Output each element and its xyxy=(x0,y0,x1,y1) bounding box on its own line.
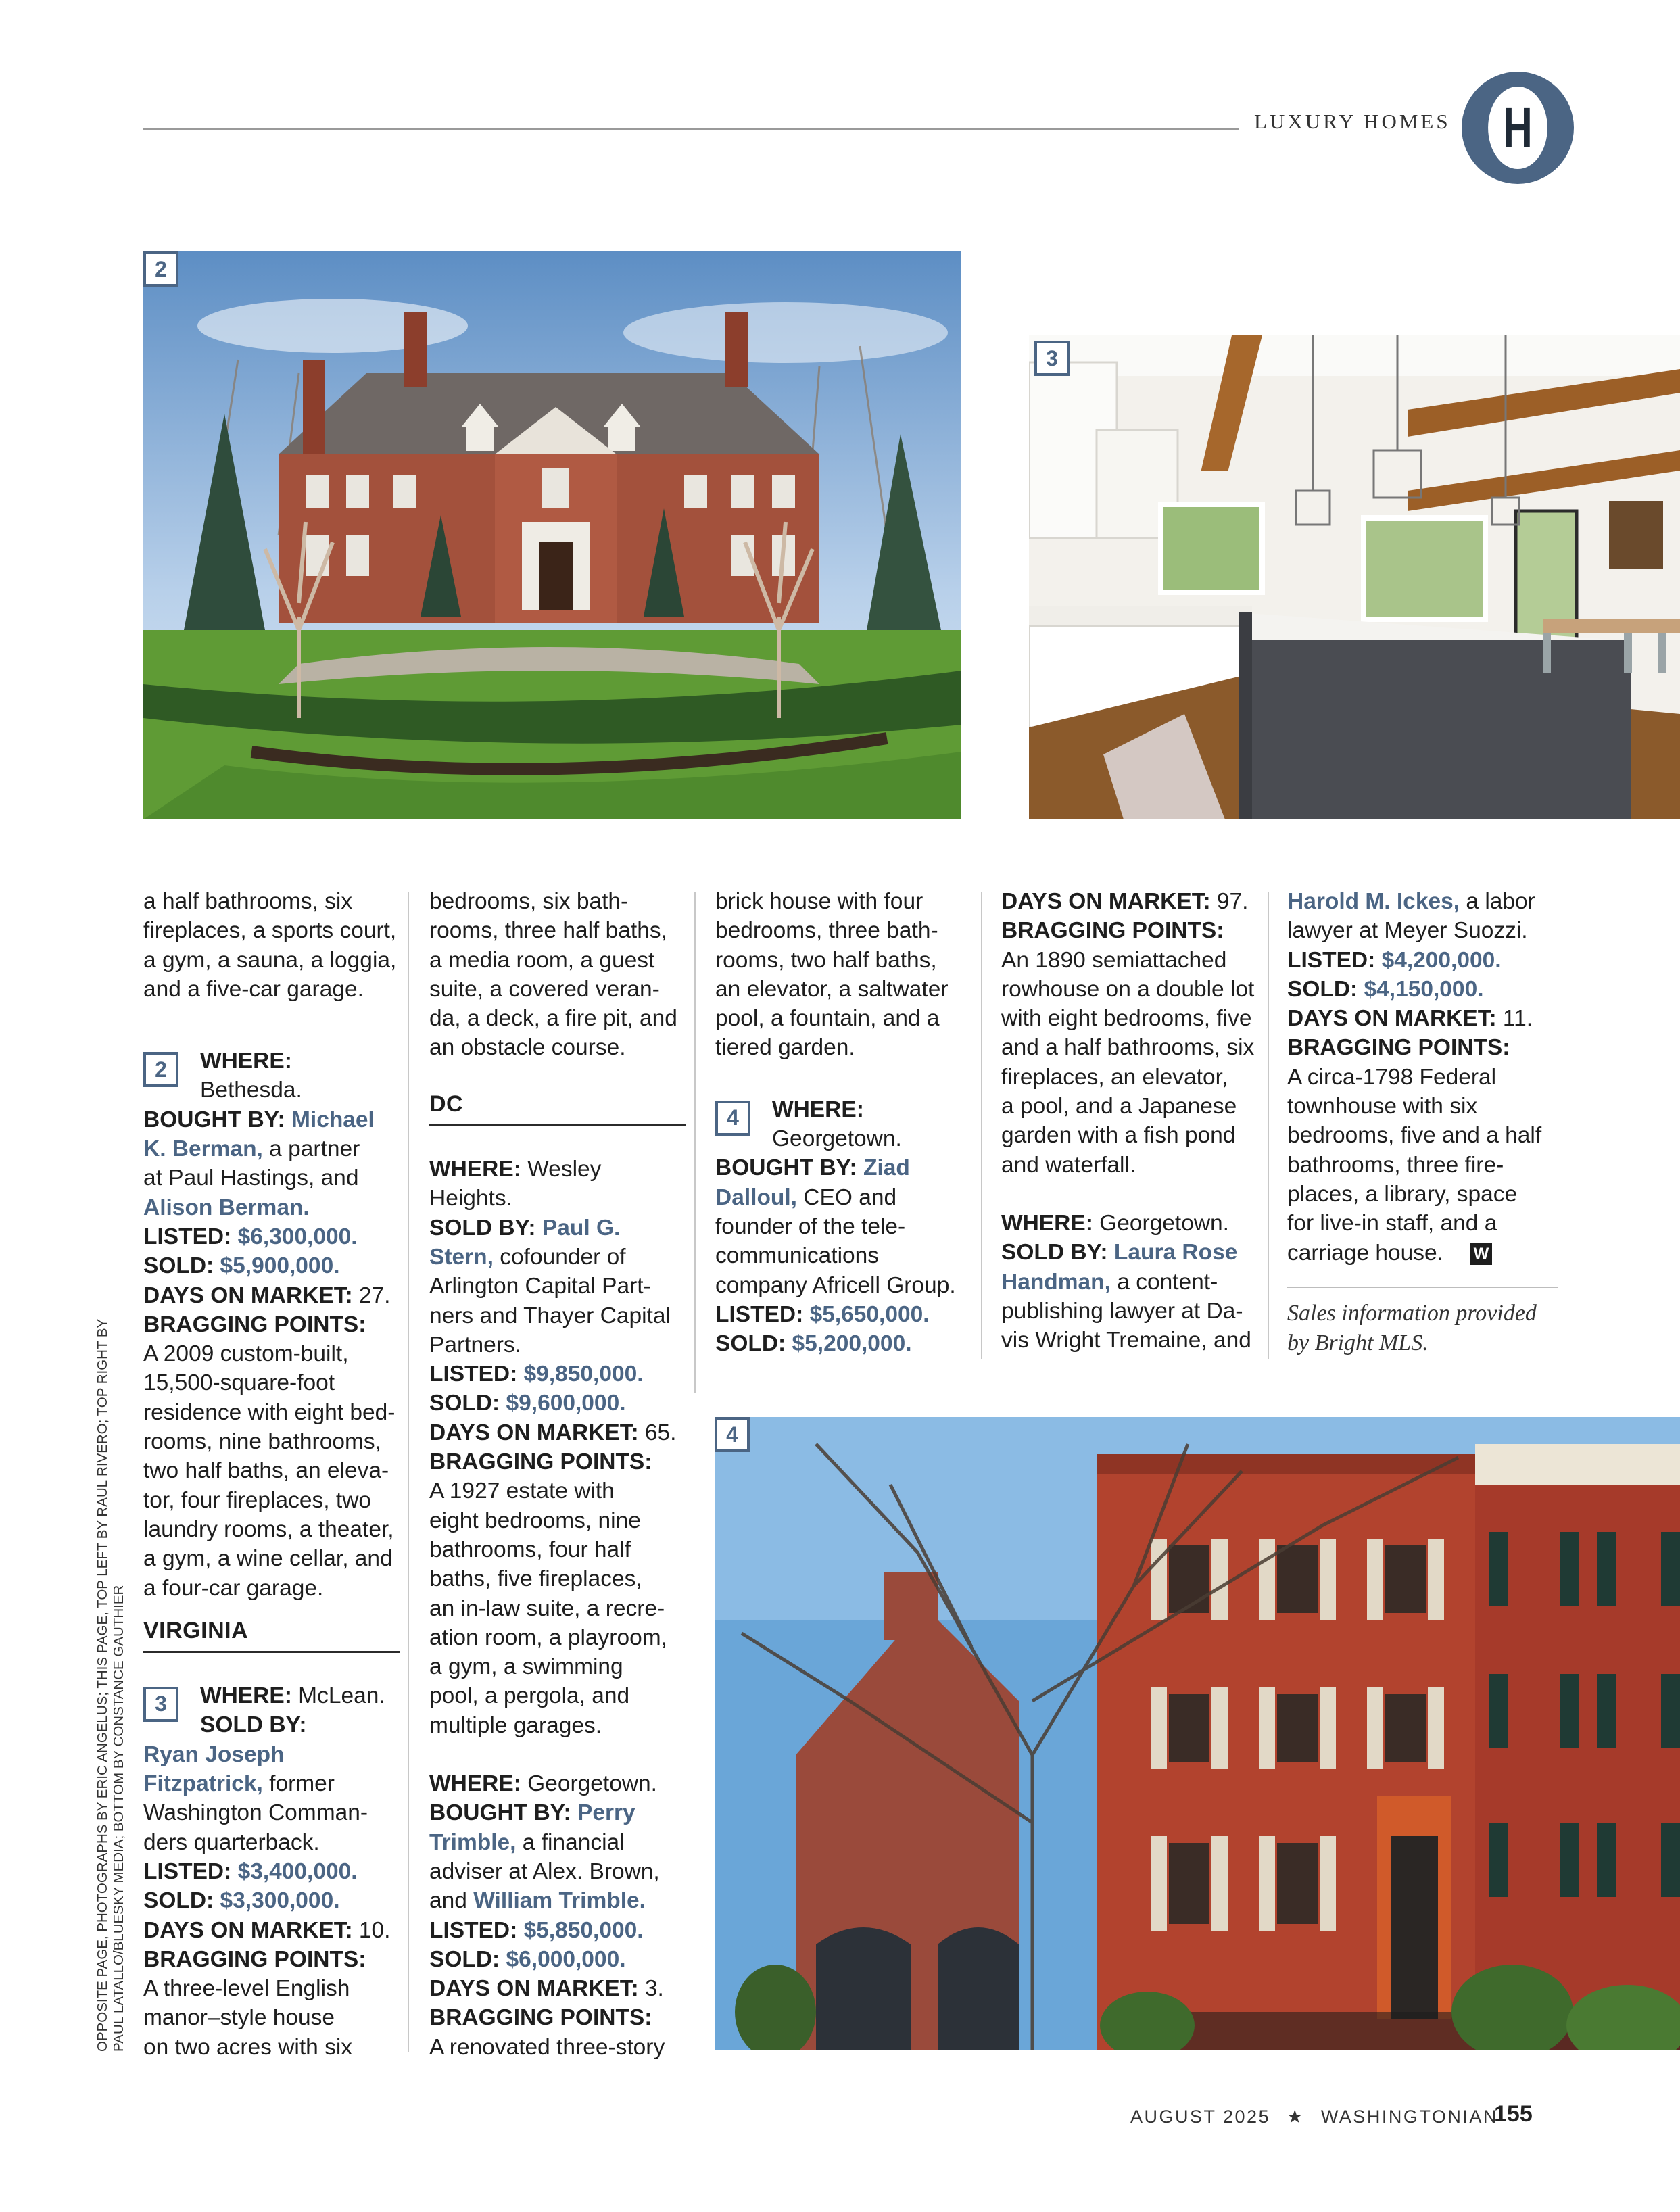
divider xyxy=(1287,1268,1558,1288)
listing-number-badge: 2 xyxy=(143,1052,178,1087)
body-line: a media room, a guest xyxy=(429,947,655,973)
buyer-name: Trimble, xyxy=(429,1829,517,1855)
field-value: Georgetown. xyxy=(1099,1210,1229,1236)
body-line: residence with eight bed- xyxy=(143,1399,395,1425)
body-line: A 1927 estate with xyxy=(429,1478,615,1504)
field-label: SOLD BY: xyxy=(1001,1240,1108,1266)
field-label: SOLD: xyxy=(429,1946,500,1972)
seller-description: a labor xyxy=(1466,889,1535,914)
buyer-description: CEO and xyxy=(803,1184,897,1210)
seller-description: a content- xyxy=(1117,1269,1218,1295)
buyer-description: adviser at Alex. Brown, xyxy=(429,1858,660,1884)
body-line: a gym, a swimming xyxy=(429,1654,623,1680)
days-on-market: 27. xyxy=(358,1282,391,1308)
days-on-market: 97. xyxy=(1216,889,1249,914)
field-label: SOLD: xyxy=(429,1391,500,1416)
field-label: BRAGGING POINTS: xyxy=(143,1312,366,1337)
body-line: and a half bathrooms, six xyxy=(1001,1035,1255,1061)
field-label: DAYS ON MARKET: xyxy=(143,1282,353,1308)
body-line: laundry rooms, a theater, xyxy=(143,1516,394,1542)
body-line: two half baths, an eleva- xyxy=(143,1458,389,1484)
field-value: McLean. xyxy=(298,1683,385,1709)
photo-number-badge: 3 xyxy=(1034,341,1070,376)
field-label: LISTED: xyxy=(143,1858,232,1884)
field-label: LISTED: xyxy=(1287,947,1376,973)
field-label: DAYS ON MARKET: xyxy=(1287,1006,1497,1032)
body-line: on two acres with six xyxy=(143,2034,353,2060)
field-label: SOLD BY: xyxy=(200,1712,307,1738)
seller-description: Partners. xyxy=(429,1332,521,1357)
header-rule xyxy=(143,128,1239,130)
body-line: carriage house. xyxy=(1287,1240,1443,1266)
body-line: rooms, three half baths, xyxy=(429,918,667,944)
field-value: Wesley xyxy=(527,1157,602,1182)
field-label: WHERE: xyxy=(772,1097,864,1122)
photo-number-badge: 2 xyxy=(143,251,178,287)
field-label: SOLD BY: xyxy=(429,1215,536,1241)
section-label: LUXURY HOMES xyxy=(1254,110,1451,133)
field-label: BRAGGING POINTS: xyxy=(143,1946,366,1972)
listing-number-badge: 4 xyxy=(715,1101,750,1136)
field-label: BOUGHT BY: xyxy=(143,1107,285,1132)
buyer-name: Perry xyxy=(577,1800,635,1826)
body-line: manor–style house xyxy=(143,2005,335,2031)
days-on-market: 11. xyxy=(1502,1006,1533,1032)
seller-description: lawyer at Meyer Suozzi. xyxy=(1287,918,1528,944)
text-column-3 xyxy=(715,887,976,1358)
body-line: for live-in staff, and a xyxy=(1287,1211,1497,1236)
field-label: LISTED: xyxy=(429,1362,518,1387)
body-line: an obstacle course. xyxy=(429,1035,626,1061)
column-divider xyxy=(981,892,982,1359)
buyer-description: a financial xyxy=(522,1829,625,1855)
seller-name: Fitzpatrick, xyxy=(143,1771,263,1797)
listed-price: $3,400,000. xyxy=(237,1858,358,1884)
buyer-name: Michael xyxy=(291,1107,375,1132)
region-heading: DC xyxy=(429,1090,686,1126)
body-line: A 2009 custom-built, xyxy=(143,1341,349,1367)
listing-number-badge: 3 xyxy=(143,1687,178,1722)
end-of-article-icon: W xyxy=(1470,1243,1492,1265)
body-line: tiered garden. xyxy=(715,1035,855,1061)
seller-description: vis Wright Tremaine, and xyxy=(1001,1328,1251,1353)
field-label: BRAGGING POINTS: xyxy=(1287,1035,1510,1061)
field-value: Georgetown. xyxy=(772,1126,902,1152)
body-line: An 1890 semiattached xyxy=(1001,947,1227,973)
seller-description: Washington Comman- xyxy=(143,1800,368,1826)
sold-price: $6,000,000. xyxy=(506,1946,626,1972)
buyer-description: founder of the tele- xyxy=(715,1213,906,1239)
body-line: places, a library, space xyxy=(1287,1181,1518,1207)
field-value: Bethesda. xyxy=(200,1078,302,1103)
days-on-market: 10. xyxy=(358,1917,391,1943)
body-line: with eight bedrooms, five xyxy=(1001,1006,1252,1032)
body-line: suite, a covered veran- xyxy=(429,976,660,1002)
body-line: baths, five fireplaces, xyxy=(429,1566,642,1592)
column-divider xyxy=(694,892,696,1393)
conjunction: and xyxy=(429,1888,467,1914)
field-label: BRAGGING POINTS: xyxy=(1001,918,1224,944)
photo-credit-line: OPPOSITE PAGE, PHOTOGRAPHS BY ERIC ANGELUS; THIS PAGE, TOP LEFT BY RAUL RIVERO; TOP RIGHT BY xyxy=(95,1318,110,2052)
seller-description: ners and Thayer Capital xyxy=(429,1303,671,1328)
photo-number-badge: 4 xyxy=(715,1417,750,1452)
body-line: rooms, two half baths, xyxy=(715,947,937,973)
seller-name: Laura Rose xyxy=(1113,1240,1238,1266)
body-line: 15,500-square-foot xyxy=(143,1370,335,1396)
listed-price: $4,200,000. xyxy=(1381,947,1502,973)
field-label: SOLD: xyxy=(143,1253,214,1279)
buyer-description: a partner xyxy=(269,1136,360,1162)
sold-price: $5,200,000. xyxy=(792,1331,912,1357)
field-label: WHERE: xyxy=(429,1771,521,1797)
column-divider xyxy=(1268,892,1269,1359)
field-label: DAYS ON MARKET: xyxy=(1001,889,1211,914)
body-line: bedrooms, five and a half xyxy=(1287,1123,1542,1149)
buyer-name: Alison Berman. xyxy=(143,1195,310,1220)
seller-name: Paul G. xyxy=(542,1215,621,1241)
listing-entry-4 xyxy=(715,1095,976,1154)
field-label: WHERE: xyxy=(1001,1210,1093,1236)
days-on-market: 3. xyxy=(644,1976,664,2002)
photo-georgetown-townhouse xyxy=(715,1417,1680,2050)
body-line: bedrooms, three bath- xyxy=(715,918,938,944)
body-line: townhouse with six xyxy=(1287,1094,1478,1120)
body-line: a pool, and a Japanese xyxy=(1001,1094,1237,1120)
photo-mclean-kitchen xyxy=(1029,335,1680,819)
body-line: a half bathrooms, six xyxy=(143,889,353,914)
seller-description: publishing lawyer at Da- xyxy=(1001,1298,1243,1324)
page-number: 155 xyxy=(1494,2101,1533,2127)
sold-price: $9,600,000. xyxy=(506,1391,626,1416)
sold-price: $5,900,000. xyxy=(220,1253,340,1279)
field-label: SOLD: xyxy=(715,1331,786,1357)
listed-price: $5,850,000. xyxy=(523,1917,644,1943)
text-column-1 xyxy=(143,887,400,2062)
sales-note: Sales information provided xyxy=(1287,1300,1537,1326)
buyer-description: at Paul Hastings, and xyxy=(143,1165,359,1191)
star-icon: ★ xyxy=(1287,2107,1305,2127)
photo-credit-line: PAUL LATALLO/BLUESKY MEDIA; BOTTOM BY CONSTANCE GAUTHIER xyxy=(111,1585,126,2052)
seller-name: Harold M. Ickes, xyxy=(1287,889,1460,914)
body-line: garden with a fish pond xyxy=(1001,1123,1236,1149)
field-label: LISTED: xyxy=(143,1224,232,1249)
seller-description: ders quarterback. xyxy=(143,1829,320,1855)
magazine-name: WASHINGTONIAN xyxy=(1320,2107,1498,2127)
field-label: LISTED: xyxy=(715,1301,804,1327)
body-line: multiple garages. xyxy=(429,1712,602,1738)
buyer-description: company Africell Group. xyxy=(715,1272,956,1298)
sales-note: by Bright MLS. xyxy=(1287,1330,1429,1355)
buyer-name: Ziad xyxy=(863,1155,910,1181)
body-line: bedrooms, six bath- xyxy=(429,889,629,914)
field-label: LISTED: xyxy=(429,1917,518,1943)
sold-price: $4,150,000. xyxy=(1364,976,1484,1002)
field-label: BRAGGING POINTS: xyxy=(429,2005,652,2031)
field-value: Heights. xyxy=(429,1186,512,1211)
photo-bethesda-estate xyxy=(143,251,961,819)
body-line: rooms, nine bathrooms, xyxy=(143,1429,381,1455)
column-divider xyxy=(408,892,409,2052)
body-line: eight bedrooms, nine xyxy=(429,1508,641,1533)
field-label: DAYS ON MARKET: xyxy=(429,1976,639,2002)
seller-name: Ryan Joseph xyxy=(143,1741,285,1767)
body-line: brick house with four xyxy=(715,889,923,914)
issue-date: AUGUST 2025 xyxy=(1130,2107,1271,2127)
field-label: SOLD: xyxy=(143,1888,214,1914)
buyer-description: communications xyxy=(715,1243,880,1269)
body-line: tor, four fireplaces, two xyxy=(143,1487,372,1513)
field-value: Georgetown. xyxy=(527,1771,657,1797)
body-line: and waterfall. xyxy=(1001,1152,1136,1178)
listing-entry-2 xyxy=(143,1047,400,1105)
text-column-5 xyxy=(1287,887,1558,1358)
body-line: da, a deck, a fire pit, and xyxy=(429,1006,677,1032)
body-line: rowhouse on a double lot xyxy=(1001,976,1255,1002)
body-line: pool, a fountain, and a xyxy=(715,1006,940,1032)
listed-price: $5,650,000. xyxy=(809,1301,930,1327)
field-label: DAYS ON MARKET: xyxy=(429,1420,639,1445)
body-line: a gym, a wine cellar, and xyxy=(143,1546,393,1572)
listed-price: $9,850,000. xyxy=(523,1362,644,1387)
body-line: pool, a pergola, and xyxy=(429,1683,630,1709)
section-logo xyxy=(1462,72,1574,184)
field-label: BOUGHT BY: xyxy=(429,1800,571,1826)
buyer-name: William Trimble. xyxy=(473,1888,646,1914)
buyer-name: Dalloul, xyxy=(715,1184,797,1210)
seller-description: Arlington Capital Part- xyxy=(429,1274,651,1299)
seller-description: former xyxy=(269,1771,335,1797)
field-label: WHERE: xyxy=(200,1683,292,1709)
text-column-2 xyxy=(429,887,686,2062)
field-label: WHERE: xyxy=(429,1157,521,1182)
logo-letter: H xyxy=(1488,87,1547,169)
field-label: SOLD: xyxy=(1287,976,1358,1002)
body-line: A three-level English xyxy=(143,1976,350,2002)
page-footer xyxy=(1130,2107,1498,2127)
photo-credit xyxy=(95,1295,127,2052)
text-column-4 xyxy=(1001,887,1262,1355)
field-label: BRAGGING POINTS: xyxy=(429,1449,652,1475)
body-line: bathrooms, four half xyxy=(429,1537,631,1562)
region-heading: VIRGINIA xyxy=(143,1616,400,1653)
body-line: an elevator, a saltwater xyxy=(715,976,949,1002)
body-line: an in-law suite, a recre- xyxy=(429,1595,665,1621)
body-line: fireplaces, an elevator, xyxy=(1001,1064,1228,1090)
field-label: BOUGHT BY: xyxy=(715,1155,857,1181)
body-line: a gym, a sauna, a loggia, xyxy=(143,947,397,973)
seller-description: cofounder of xyxy=(500,1244,626,1270)
buyer-name: K. Berman, xyxy=(143,1136,263,1162)
body-line: fireplaces, a sports court, xyxy=(143,918,397,944)
field-label: DAYS ON MARKET: xyxy=(143,1917,353,1943)
body-line: A renovated three-story xyxy=(429,2034,665,2060)
listed-price: $6,300,000. xyxy=(237,1224,358,1249)
days-on-market: 65. xyxy=(644,1420,677,1445)
body-line: A circa-1798 Federal xyxy=(1287,1064,1497,1090)
sold-price: $3,300,000. xyxy=(220,1888,340,1914)
body-line: a four-car garage. xyxy=(143,1575,324,1601)
body-line: bathrooms, three fire- xyxy=(1287,1152,1504,1178)
field-label: WHERE: xyxy=(200,1049,292,1074)
listing-entry-3 xyxy=(143,1681,400,1740)
seller-name: Stern, xyxy=(429,1244,494,1270)
body-line: ation room, a playroom, xyxy=(429,1625,667,1650)
seller-name: Handman, xyxy=(1001,1269,1111,1295)
body-line: and a five-car garage. xyxy=(143,976,364,1002)
